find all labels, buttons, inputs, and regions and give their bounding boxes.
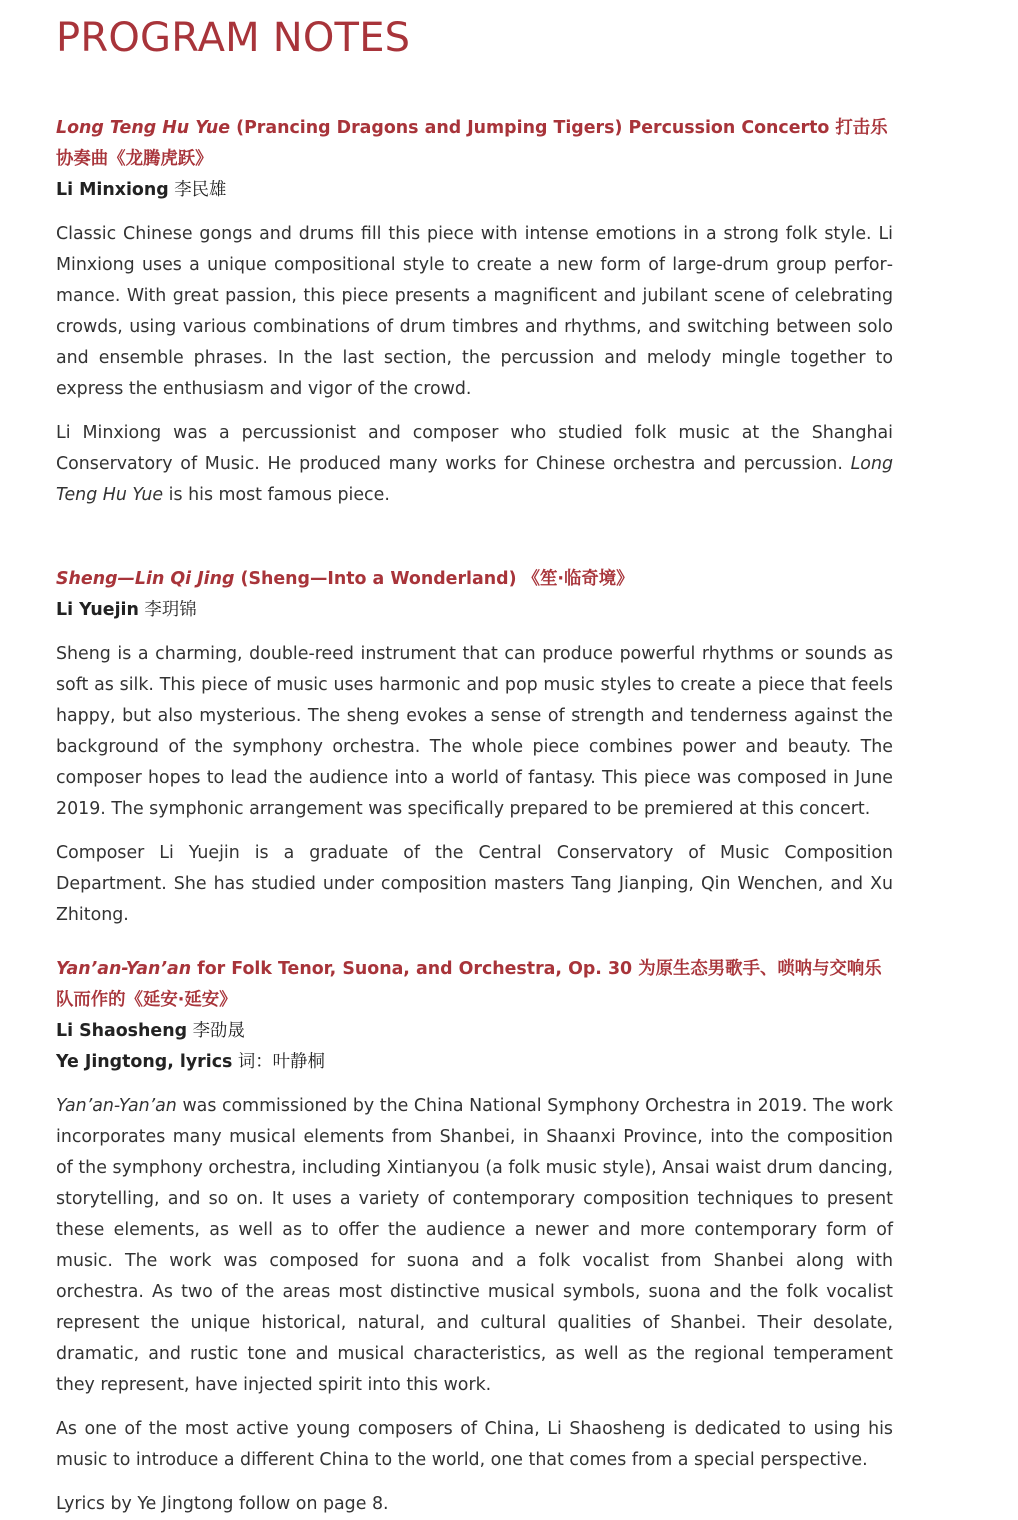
piece-title [56, 113, 893, 175]
piece-section-long-teng-hu-yue [56, 113, 893, 511]
paragraph-text: was commissioned by the China National Symphony Orchestra in 2019. The work incorporates many musical elements from Shanbei, in Shaanxi Province, into the composition of the symphony orchestra, including Xintianyou (a folk music style), Ansai waist drum dancing, storytelling, and so on. It uses a variety of contemporary composition techniques to present these elements, as well as to offer the audience a newer and more contemporary form of music. The work was composed for suona and a folk vocalist from Shanbei along with orchestra. As two of the areas most distinctive musical symbols, suona and the folk vocalist represent the unique historical, natural, and cultural qualities of Shanbei. Their desolate, dramatic, and rustic tone and musical characteristics, as well as the regional temperament they represent, have injected spirit into this work. [56, 1096, 893, 1395]
composer-name-chinese: 李劭晟 [187, 1021, 245, 1041]
paragraph-text: is his most famous piece. [163, 485, 390, 505]
composer-name: Li Shaosheng [56, 1021, 188, 1041]
piece-title-chinese: 打击乐协奏曲《龙腾虎跃》 [56, 118, 888, 169]
piece-title-english: (Prancing Dragons and Jumping Tigers) Percussion Concerto [230, 118, 836, 138]
lyricist-credit [56, 1047, 893, 1078]
piece-title-chinese: 为原生态男歌手、唢呐与交响乐队而作的《延安·延安》 [56, 959, 882, 1010]
composer-credit [56, 175, 893, 206]
body-paragraph: Composer Li Yuejin is a graduate of the Central Conservatory of Music Composition Department. She has studied under composition masters Tang Jianping, Qin Wenchen, and Xu Zhitong. [56, 843, 893, 925]
body-paragraph: Classic Chinese gongs and drums fill this piece with intense emotions in a strong folk style. Li Minxiong uses a unique compositional style to create a new form of large-drum group performance. With great passion, this piece presents a magnificent and jubilant scene of celebrating crowds, using various combinations of drum timbres and rhythms, and switching between solo and ensemble phrases. In the last section, the percussion and melody mingle together to express the enthusiasm and vigor of the crowd. [56, 224, 893, 399]
composer-credit [56, 1016, 893, 1047]
body-paragraph: Sheng is a charming, double-reed instrument that can produce powerful rhythms or sounds as soft as silk. This piece of music uses harmonic and pop music styles to create a piece that feels happy, but also mysterious. The sheng evokes a sense of strength and tenderness against the background of the symphony orchestra. The whole piece combines power and beauty. The composer hopes to lead the audience into a world of fantasy. This piece was composed in June 2019. The symphonic arrangement was specifically prepared to be premiered at this concert. [56, 644, 893, 819]
composer-credit [56, 595, 893, 626]
lyrics-note: Lyrics by Ye Jingtong follow on page 8. [56, 1494, 389, 1514]
piece-title-italic: Sheng—Lin Qi Jing [56, 569, 235, 589]
composer-name-chinese: 李玥锦 [138, 600, 197, 620]
piece-section-yanan-yanan [56, 954, 893, 1520]
paragraph-text: Li Minxiong was a percussionist and composer who studied folk music at the Shanghai Conservatory of Music. He produced many works for Chinese orchestra and percussion. [56, 423, 893, 474]
composer-name: Li Yuejin [56, 600, 139, 620]
paragraph-italic-title: Long Teng Hu Yue [56, 454, 893, 505]
piece-title [56, 564, 893, 595]
composer-name: Li Minxiong [56, 180, 169, 200]
composer-name-chinese: 李民雄 [168, 180, 227, 200]
body-paragraph [56, 1091, 893, 1401]
body-paragraph [56, 418, 893, 511]
piece-section-sheng-lin-qi-jing [56, 564, 893, 931]
body-paragraph: As one of the most active young composers of China, Li Shaosheng is dedicated to using his music to introduce a different China to the world, one that comes from a special perspective. [56, 1419, 893, 1470]
piece-title [56, 954, 893, 1016]
piece-title-english: (Sheng—Into a Wonderland) [234, 569, 523, 589]
lyricist-name: Ye Jingtong, lyrics [56, 1052, 233, 1072]
lyricist-name-chinese: 词：叶静桐 [232, 1052, 325, 1072]
piece-title-english: for Folk Tenor, Suona, and Orchestra, Op. 30 [191, 959, 639, 979]
piece-title-chinese: 《笙·临奇境》 [522, 569, 634, 589]
page-title: PROGRAM NOTES [56, 15, 411, 61]
piece-title-italic: Yan’an-Yan’an [56, 959, 192, 979]
piece-title-italic: Long Teng Hu Yue [56, 118, 231, 138]
paragraph-italic-title: Yan’an-Yan’an [56, 1096, 177, 1116]
